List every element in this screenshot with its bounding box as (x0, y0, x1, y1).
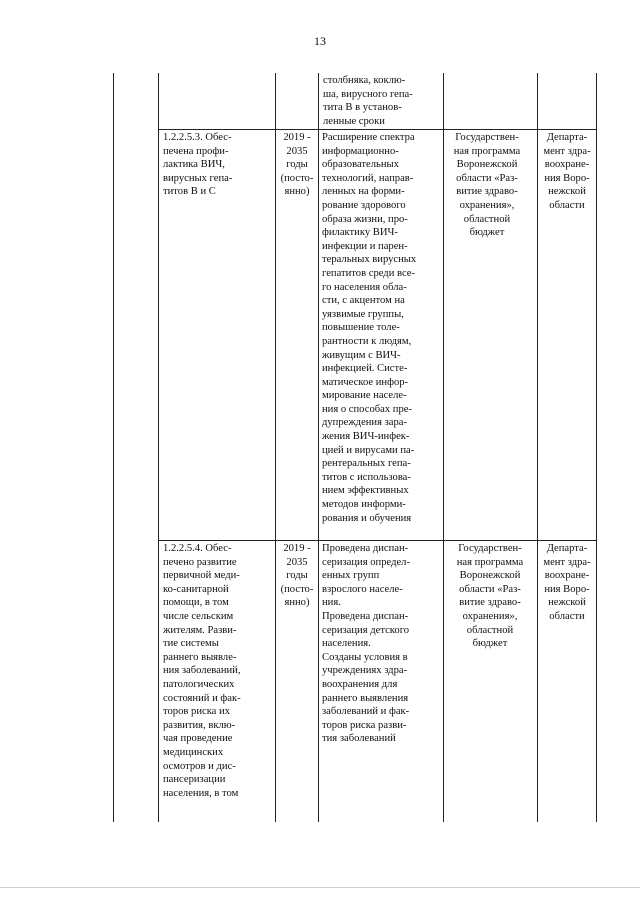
page-bottom-rule (0, 887, 640, 888)
table-row-result: Расширение спектра информационно- образовательных технологий, направ- ленных на форми- рование здорового образа жизни, про- филактику ВИЧ- инфекции и парен- теральных вирусных гепатитов среди все- го населения обла- сти, с акцентом на уязвимые группы, повышение толе- рантности к людям, живущим с ВИЧ- инфекцией. Систе- матическое инфор- мирование населе- ния о способах пре- дупреждения зара- жения ВИЧ-инфек- цией и вирусами па- рентеральных гепа- титов с использова- нием эффективных методов информи- рования и обучения (322, 132, 417, 524)
table-row-period: 2019 - 2035 годы (посто- янно) (280, 543, 314, 609)
table-border-right (596, 73, 597, 822)
table-row-executor: Департа- мент здра- воохране- ния Воро- нежской области (543, 132, 591, 211)
measures-table (113, 73, 597, 822)
page-number: 13 (314, 34, 326, 48)
row-divider (158, 129, 597, 130)
table-row-executor: Департа- мент здра- воохране- ния Воро- нежской области (543, 543, 591, 622)
column-divider (158, 73, 159, 822)
column-divider (537, 73, 538, 822)
table-row-period: 2019 - 2035 годы (посто- янно) (280, 132, 314, 198)
table-row-funding-source: Государствен- ная программа Воронежской области «Раз- витие здраво- охранения», областной бюджет (456, 543, 524, 650)
column-divider (275, 73, 276, 822)
table-row-result: Проведена диспан- серизация определ- енных групп взрослого населе- ния. Проведена диспан- серизация детского населения. Созданы условия в учреждениях здра- воохранения для раннего выявления заболеваний и фак- торов риска разви- тия заболеваний (322, 543, 410, 745)
continuation-result-cell: столбняка, коклю- ша, вирусного гепа- тита В в установ- ленные сроки (323, 75, 413, 127)
column-divider (318, 73, 319, 822)
table-border-left (113, 73, 114, 822)
table-row-task: 1.2.2.5.3. Обес- печена профи- лактика ВИЧ, вирусных гепа- титов В и С (163, 132, 233, 198)
table-row-task: 1.2.2.5.4. Обес- печено развитие первичной меди- ко-санитарной помощи, в том числе сельским жителям. Разви- тие системы раннего выявле- ния заболеваний, патологических состояний и фак- торов риска их развития, вклю- чая проведение медицинских осмотров и дис- пансеризации населения, в том (163, 543, 241, 799)
table-row-funding-source: Государствен- ная программа Воронежской области «Раз- витие здраво- охранения», областной бюджет (453, 132, 521, 239)
row-divider (158, 540, 597, 541)
